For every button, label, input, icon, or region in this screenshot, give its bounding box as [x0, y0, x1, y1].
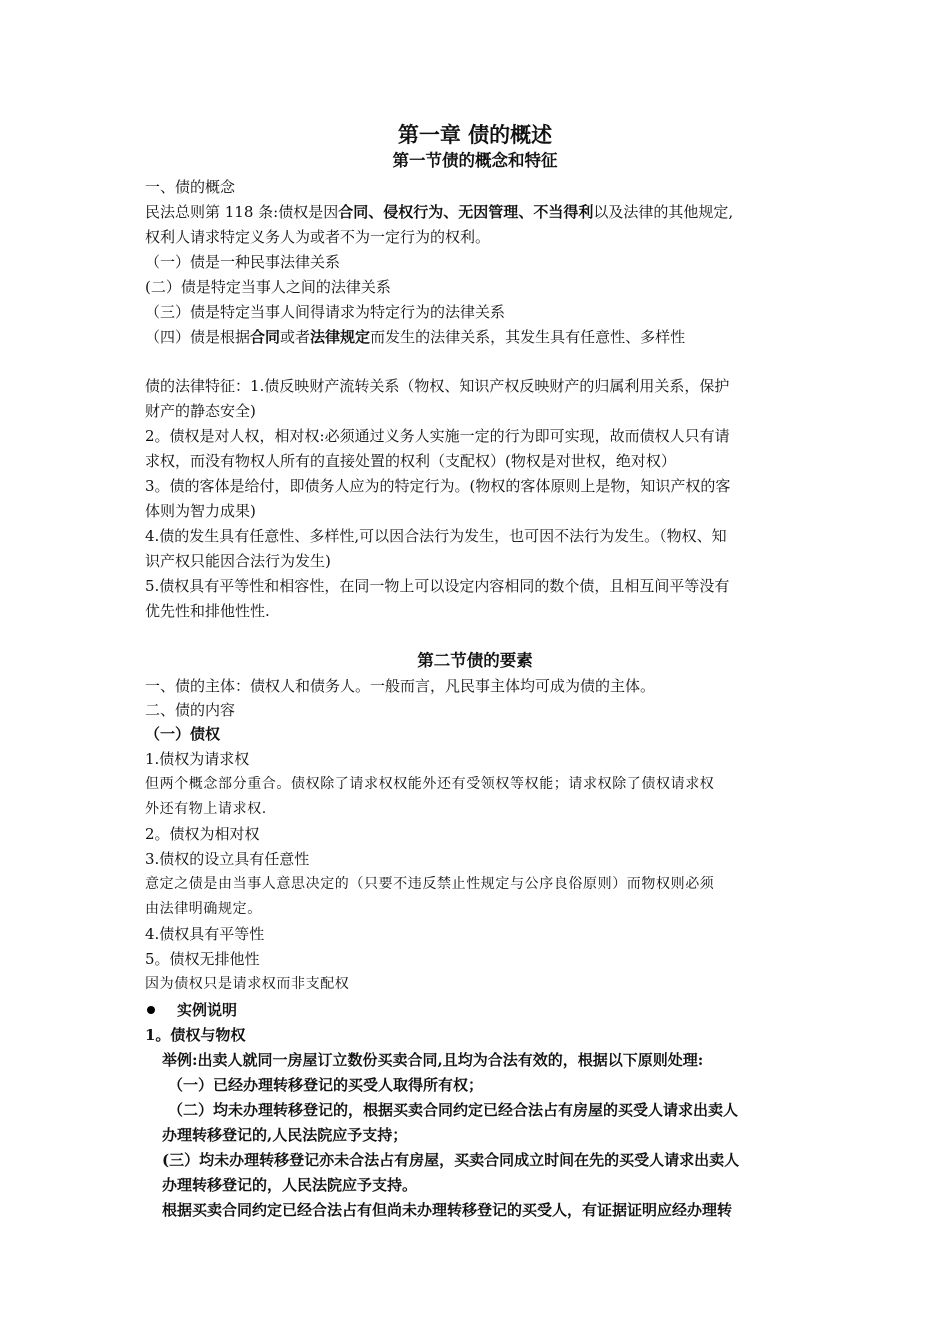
feature-line: 3。债的客体是给付，即债务人应为的特定行为。(物权的客体原则上是物，知识产权的客 [145, 477, 731, 495]
point-line: 3.债权的设立具有任意性 [145, 850, 310, 868]
section-2-title: 第二节债的要素 [417, 651, 533, 670]
feature-line: 债的法律特征：1.债反映财产流转关系（物权、知识产权反映财产的归属利用关系，保护 [145, 377, 730, 395]
feature-line: 体则为智力成果) [145, 502, 256, 520]
concept-item: （一）债是一种民事法律关系 [145, 253, 341, 271]
point-line: 由法律明确规定。 [145, 901, 262, 917]
point-line: 2。债权为相对权 [145, 825, 260, 843]
feature-line: 财产的静态安全) [145, 402, 256, 420]
feature-line: 2。债权是对人权，相对权:必须通过义务人实施一定的行为即可实现，故而债权人只有请 [145, 427, 730, 445]
section-1-title: 第一节债的概念和特征 [392, 151, 558, 170]
sub-heading: （一）债权 [145, 725, 221, 743]
example-line: 举例:出卖人就同一房屋订立数份买卖合同,且均为合法有效的，根据以下原则处理: [162, 1051, 704, 1069]
section-2-line: 一、债的主体：债权人和债务人。一般而言，凡民事主体均可成为债的主体。 [145, 677, 656, 695]
bullet-icon [147, 1006, 155, 1014]
point-line: 4.债权具有平等性 [145, 925, 265, 943]
law-line-1: 民法总则第 118 条:债权是因合同、侵权行为、无因管理、不当得利以及法律的其他规定, [145, 203, 734, 221]
example-line: 根据买卖合同约定已经合法占有但尚未办理转移登记的买受人，有证据证明应经办理转 [162, 1201, 733, 1219]
point-line: 因为债权只是请求权而非支配权 [145, 976, 350, 992]
feature-line: 优先性和排他性性. [145, 602, 270, 620]
example-line: 办理转移登记的,人民法院应予支持； [162, 1126, 408, 1144]
chapter-title: 第一章 债的概述 [397, 123, 553, 147]
concept-heading: 一、债的概念 [145, 178, 236, 196]
example-line: （一）已经办理转移登记的买受人取得所有权； [168, 1076, 484, 1094]
law-line-2: 权利人请求特定义务人为或者不为一定行为的权利。 [145, 228, 491, 246]
feature-line: 求权，而没有物权人所有的直接处置的权利（支配权）(物权是对世权，绝对权） [145, 452, 676, 470]
concept-item: (二）债是特定当事人之间的法律关系 [145, 278, 391, 296]
concept-item: （四）债是根据合同或者法律规定而发生的法律关系，其发生具有任意性、多样性 [145, 328, 686, 346]
example-line: (三）均未办理转移登记亦未合法占有房屋，买卖合同成立时间在先的买受人请求出卖人 [162, 1151, 740, 1169]
section-2-line: 二、债的内容 [145, 701, 236, 719]
point-line: 意定之债是由当事人意思决定的（只要不违反禁止性规定与公序良俗原则）而物权则必须 [145, 876, 715, 892]
point-line: 5。债权无排他性 [145, 950, 260, 968]
example-line: 办理转移登记的，人民法院应予支持。 [162, 1176, 418, 1194]
example-title: 1。债权与物权 [145, 1026, 246, 1044]
example-heading: 实例说明 [177, 1001, 238, 1019]
point-line: 外还有物上请求权. [145, 801, 267, 817]
feature-line: 5.债权具有平等性和相容性，在同一物上可以设定内容相同的数个债，且相互间平等没有 [145, 577, 730, 595]
point-line: 1.债权为请求权 [145, 750, 250, 768]
feature-line: 识产权只能因合法行为发生) [145, 552, 331, 570]
example-line: （二）均未办理转移登记的，根据买卖合同约定已经合法占有房屋的买受人请求出卖人 [168, 1101, 739, 1119]
concept-item: （三）债是特定当事人间得请求为特定行为的法律关系 [145, 303, 506, 321]
point-line: 但两个概念部分重合。债权除了请求权权能外还有受领权等权能；请求权除了债权请求权 [145, 776, 715, 792]
feature-line: 4.债的发生具有任意性、多样性,可以因合法行为发生，也可因不法行为发生。（物权、知 [145, 527, 727, 545]
